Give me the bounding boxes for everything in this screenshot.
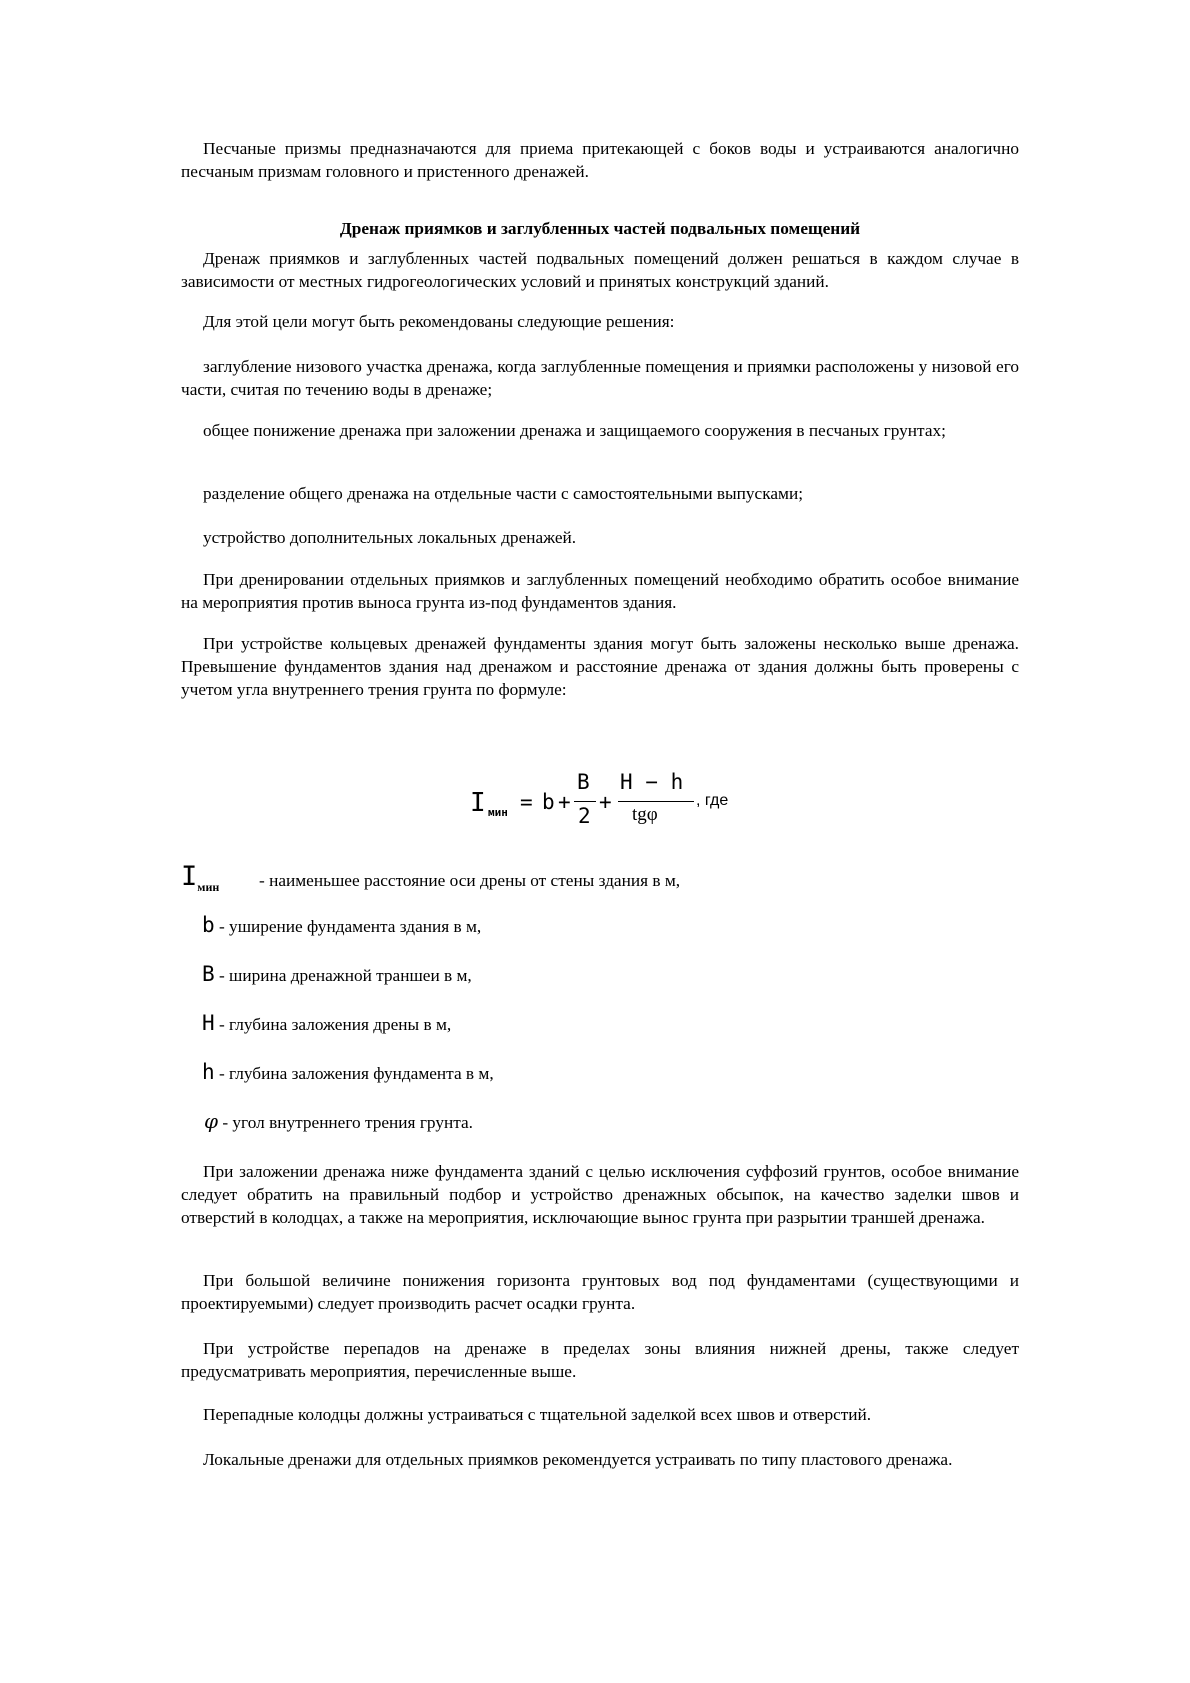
- paragraph-sand-prisms: Песчаные призмы предназначаются для приема притекающей с боков воды и устраиваются аналогично песчаным призмам головного и пристенного дренажей.: [181, 139, 1019, 181]
- paragraph-solutions-lead: Для этой цели могут быть рекомендованы следующие решения:: [203, 312, 675, 331]
- legend-row-b: [202, 914, 481, 938]
- paragraph-drainage-intro: Дренаж приямков и заглубленных частей подвальных помещений должен решаться в каждом случае в зависимости от местных гидрогеологических условий и принятых конструкций зданий.: [181, 249, 1019, 291]
- legend-symbol: b: [202, 913, 215, 937]
- legend-text: - ширина дренажной траншеи в м,: [214, 966, 472, 985]
- formula-denominator-2: tgφ: [632, 804, 658, 825]
- legend-row-lmin: [181, 861, 681, 894]
- formula-lhs: I: [470, 788, 486, 818]
- legend-symbol: I: [181, 861, 198, 892]
- formula-plus-1: +: [558, 790, 571, 814]
- paragraph-solution-4: устройство дополнительных локальных дренажей.: [203, 528, 577, 547]
- paragraph-ring-drainage: При устройстве кольцевых дренажей фундаменты здания могут быть заложены несколько выше дренажа. Превышение фундаментов здания над дренажом и расстояние дренажа от здания должны быть проверены с учетом угла внутреннего трения грунта по формуле:: [181, 634, 1019, 699]
- legend-text: - глубина заложения фундамента в м,: [214, 1064, 494, 1083]
- legend-text: - глубина заложения дрены в м,: [214, 1015, 452, 1034]
- legend-symbol: B: [202, 962, 215, 986]
- legend-row-B: [202, 963, 472, 987]
- legend-row-h: [202, 1061, 494, 1085]
- paragraph-drop-wells: Перепадные колодцы должны устраиваться с тщательной заделкой всех швов и отверстий.: [203, 1405, 872, 1424]
- fraction-bar-2: [618, 801, 694, 802]
- paragraph-groundwater-lowering: При большой величине понижения горизонта грунтовых вод под фундаментами (существующими и проектируемыми) следует производить расчет осадки грунта.: [181, 1271, 1019, 1313]
- legend-text: - угол внутреннего трения грунта.: [218, 1113, 473, 1132]
- legend-text: - уширение фундамента здания в м,: [214, 917, 482, 936]
- formula-b: b: [542, 790, 555, 814]
- formula-lhs-subscript: мин: [488, 806, 508, 819]
- formula-numerator-1: B: [577, 770, 590, 794]
- paragraph-draining-pits: При дренировании отдельных приямков и заглубленных помещений необходимо обратить особое внимание на мероприятия против выноса грунта из-под фундаментов здания.: [181, 570, 1019, 612]
- formula-min-distance: [470, 770, 750, 832]
- paragraph-solution-1: заглубление низового участка дренажа, когда заглубленные помещения и приямки расположены у низовой его части, считая по течению воды в дренаже;: [181, 357, 1019, 399]
- legend-symbol: φ: [204, 1109, 219, 1133]
- paragraph-below-foundation: При заложении дренажа ниже фундамента зданий с целью исключения суффозий грунтов, особое внимание следует обратить на правильный подбор и устройство дренажных обсыпок, на качество заделки швов и отверстий в колодцах, а также на мероприятия, исключающие вынос грунта при разрытии траншей дренажа.: [181, 1162, 1019, 1227]
- paragraph-solution-3: разделение общего дренажа на отдельные части с самостоятельными выпусками;: [203, 484, 804, 503]
- paragraph-solution-2: общее понижение дренажа при заложении дренажа и защищаемого сооружения в песчаных грунтах;: [203, 421, 946, 440]
- formula-equals: =: [520, 790, 533, 814]
- fraction-bar-1: [574, 801, 596, 802]
- legend-symbol: H: [202, 1011, 215, 1035]
- legend-row-H: [202, 1012, 451, 1036]
- formula-tail: , где: [696, 792, 729, 809]
- legend-row-phi: [204, 1110, 473, 1134]
- formula-plus-2: +: [599, 790, 612, 814]
- legend-text: - наименьшее расстояние оси дрены от стены здания в м,: [259, 871, 681, 890]
- paragraph-local-drainage: Локальные дренажи для отдельных приямков рекомендуется устраивать по типу пластового дренажа.: [203, 1450, 953, 1469]
- formula-numerator-2: H − h: [620, 770, 684, 794]
- formula-denominator-1: 2: [578, 804, 591, 828]
- legend-symbol-subscript: мин: [197, 880, 220, 894]
- section-heading: Дренаж приямков и заглубленных частей подвальных помещений: [339, 219, 861, 238]
- paragraph-drop-structures: При устройстве перепадов на дренаже в пределах зоны влияния нижней дрены, также следует предусматривать мероприятия, перечисленные выше.: [181, 1339, 1019, 1381]
- legend-symbol: h: [202, 1060, 215, 1084]
